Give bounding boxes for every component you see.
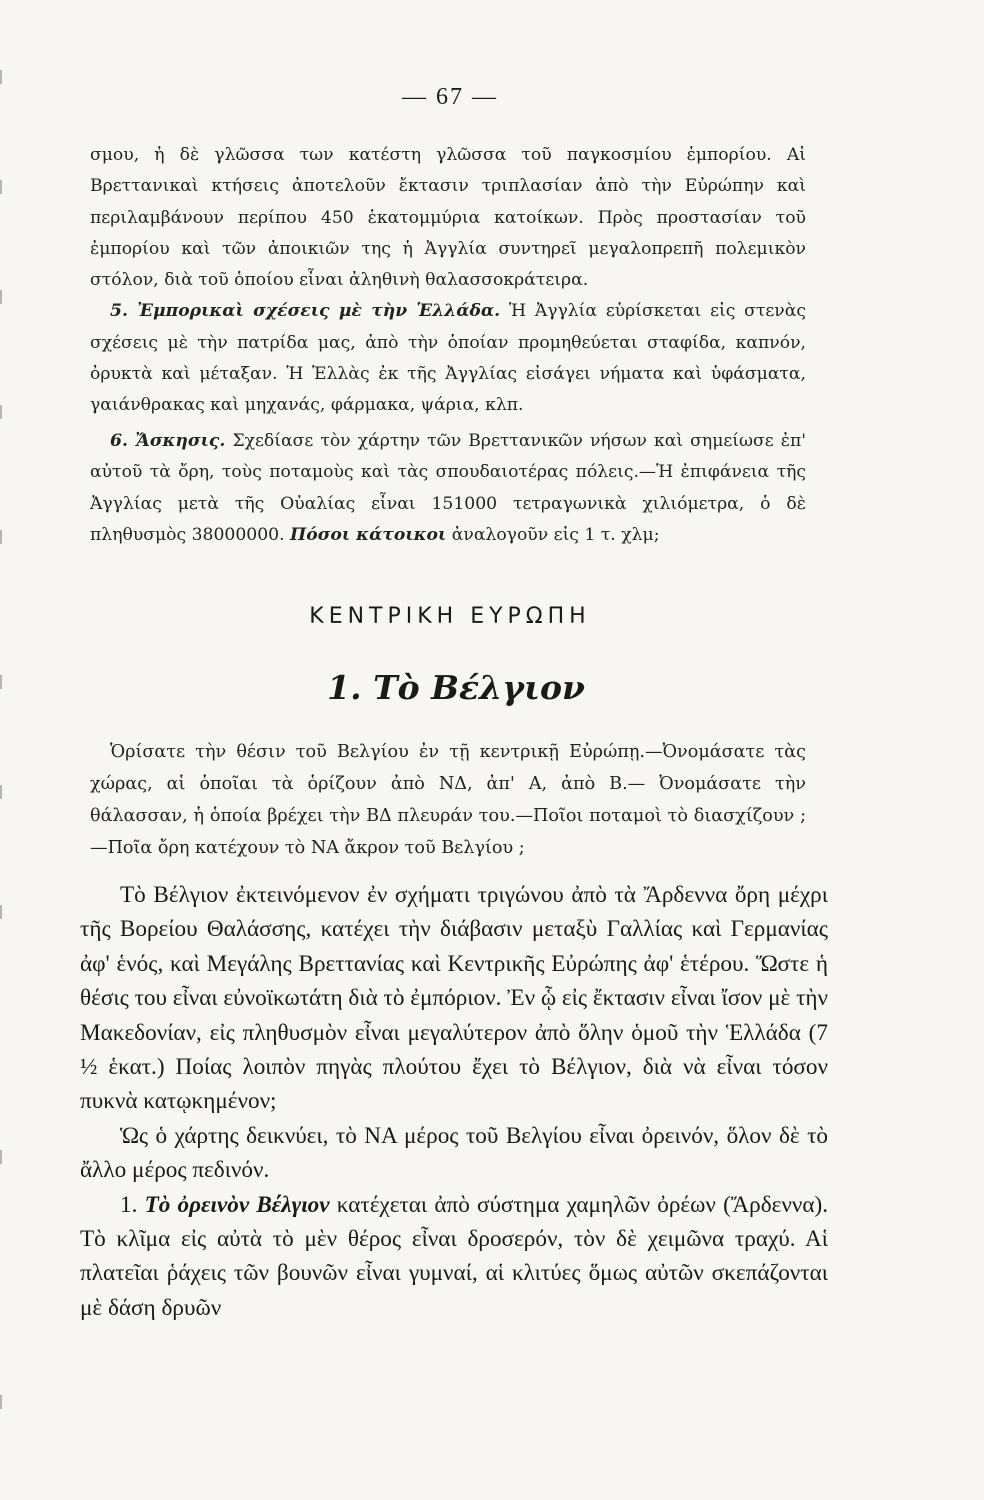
- scan-mark: [0, 405, 10, 419]
- scan-mark: [0, 785, 10, 799]
- subsection-heading: Τὸ ὀρεινὸν Βέλγιον: [144, 1191, 330, 1218]
- body-paragraph-2: Ὡς ὁ χάρτης δεικνύει, τὸ ΝΑ μέρος τοῦ Βελγίου εἶναι ὀρεινόν, ὅλον δὲ τὸ ἄλλο μέρος πεδινόν.: [80, 1122, 828, 1184]
- exercise-text: Σχεδίασε τὸν χάρτην τῶν Βρεττανικῶν νήσων καὶ σημείωσε ἐπ' αὐτοῦ τὰ ὄρη, τοὺς ποταμοὺς καὶ τὰς σπουδαιοτέρας πόλεις.—Ἡ ἐπιφάνεια τῆς Ἀγγλίας μετὰ τῆς Οὐαλίας εἶναι 151000 τετραγωνικὰ χιλιόμετρα, ὁ δὲ πληθυσμὸς 38000000.: [90, 431, 807, 545]
- exercise-question-emphasis: Πόσοι κάτοικοι: [290, 524, 447, 545]
- scan-mark: [0, 180, 10, 194]
- scan-mark: [0, 530, 10, 544]
- main-text: [80, 878, 828, 1325]
- chapter-questions: [90, 736, 806, 864]
- section-heading: ΚΕΝΤΡΙΚΗ ΕΥΡΩΠΗ: [309, 604, 591, 629]
- subsection-text: κατέχεται ἀπὸ σύστημα χαμηλῶν ὀρέων (Ἄρδεννα). Τὸ κλῖμα εἰς αὐτὰ τὸ μὲν θέρος εἶναι δροσερόν, τὸν δὲ χειμῶνα τραχύ. Αἱ πλατεῖαι ῥάχεις τῶν βουνῶν εἶναι γυμναί, αἱ κλιτύες ὅμως αὐτῶν σκεπάζονται μὲ δάση δρυῶν: [80, 1191, 829, 1321]
- exercise-heading: 6. Ἄσκησις.: [110, 431, 226, 451]
- scan-mark: [0, 1150, 10, 1164]
- trade-paragraph: [90, 296, 806, 421]
- questions-paragraph: Ὁρίσατε τὴν θέσιν τοῦ Βελγίου ἐν τῇ κεντρικῇ Εὐρώπῃ.—Ὀνομάσατε τὰς χώρας, αἱ ὁποῖαι τὰ ὁρίζουν ἀπὸ ΝΔ, ἀπ' Α, ἀπὸ Β.— Ὀνομάσατε τὴν θάλασσαν, ἡ ὁποία βρέχει τὴν ΒΔ πλευράν του.—Ποῖοι ποταμοὶ τὸ διασχίζουν ;—Ποῖα ὄρη κατέχουν τὸ ΝΑ ἄκρον τοῦ Βελγίου ;: [90, 742, 806, 858]
- scan-mark: [0, 290, 10, 304]
- subsection-number: 1.: [120, 1191, 138, 1218]
- chapter-title: 1. Τὸ Βέλγιον: [327, 668, 585, 707]
- page-number: — 67 —: [402, 84, 498, 110]
- scan-mark: [0, 70, 10, 84]
- trade-heading: 5. Ἐμπορικαὶ σχέσεις μὲ τὴν Ἑλλάδα.: [110, 301, 501, 322]
- continuation-paragraph: σμου, ἡ δὲ γλῶσσα των κατέστη γλῶσσα τοῦ παγκοσμίου ἐμπορίου. Αἱ Βρεττανικαὶ κτήσεις ἀποτελοῦν ἔκτασιν τριπλασίαν ἀπὸ τὴν Εὐρώπην καὶ περιλαμβάνουν περίπου 450 ἑκατομμύρια κατοίκων. Πρὸς προστασίαν τοῦ ἐμπορίου καὶ τῶν ἀποικιῶν της ἡ Ἀγγλία συντηρεῖ μεγαλοπρεπῆ πολεμικὸν στόλον, διὰ τοῦ ὁποίου εἶναι ἀληθινὴ θαλασσοκράτειρα.: [90, 145, 806, 291]
- scan-mark: [0, 1395, 10, 1409]
- scan-mark: [0, 905, 10, 919]
- exercise-question-rest: ἀναλογοῦν εἰς 1 τ. χλμ;: [451, 524, 660, 545]
- trade-text: Ἡ Ἀγγλία εὑρίσκεται εἰς στενὰς σχέσεις μὲ τὴν πατρίδα μας, ἀπὸ τὴν ὁποίαν προμηθεύεται σταφίδα, καπνόν, ὀρυκτὰ καὶ μέταξαν. Ἡ Ἑλλὰς ἐκ τῆς Ἀγγλίας εἰσάγει νήματα καὶ ὑφάσματα, γαιάνθρακας καὶ μηχανάς, φάρμακα, ψάρια, κλπ.: [90, 301, 806, 416]
- body-paragraph-3: [80, 1188, 828, 1326]
- exercise-paragraph: [90, 426, 806, 551]
- body-paragraph-1: Τὸ Βέλγιον ἐκτεινόμενον ἐν σχήματι τριγώνου ἀπὸ τὰ Ἄρδεννα ὄρη μέχρι τῆς Βορείου Θαλάσσης, κατέχει τὴν διάβασιν μεταξὺ Γαλλίας καὶ Γερμανίας ἀφ' ἑνός, καὶ Μεγάλης Βρεττανίας καὶ Κεντρικῆς Εὐρώπης ἀφ' ἑτέρου. Ὥστε ἡ θέσις του εἶναι εὐνοϊκωτάτη διὰ τὸ ἐμπόριον. Ἐν ᾧ εἰς ἔκτασιν εἶναι ἴσον μὲ τὴν Μακεδονίαν, εἰς πληθυσμὸν εἶναι μεγαλύτερον ἀπὸ ὅλην ὁμοῦ τὴν Ἑλλάδα (7 ½ ἑκατ.) Ποίας λοιπὸν πηγὰς πλούτου ἔχει τὸ Βέλγιον, διὰ νὰ εἶναι τόσον πυκνὰ κατῳκημένον;: [80, 882, 828, 1115]
- exercise-section: [90, 426, 806, 551]
- continuation-and-trade-section: [90, 140, 806, 422]
